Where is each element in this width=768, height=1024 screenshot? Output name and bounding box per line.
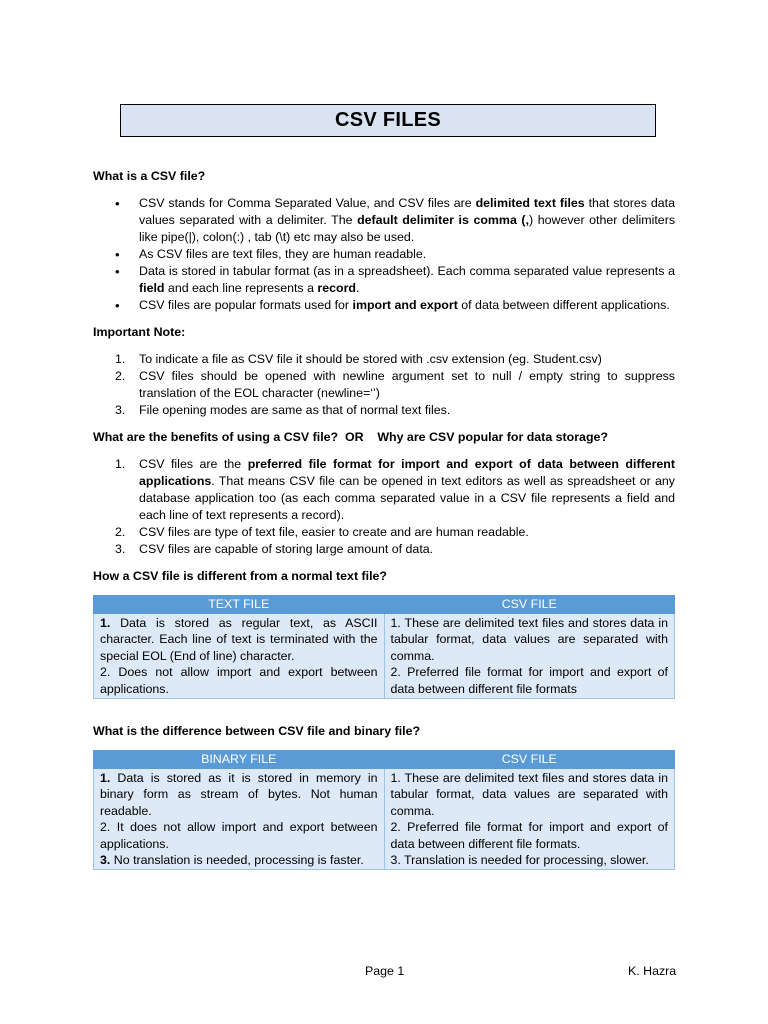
page-number: Page 1 bbox=[365, 964, 405, 978]
section-heading-benefits: What are the benefits of using a CSV file? OR Why are CSV popular for data storage? bbox=[93, 430, 608, 444]
csv-definition-list bbox=[93, 195, 675, 314]
binary-vs-csv-table bbox=[93, 750, 675, 870]
table-cell-csv-file bbox=[384, 769, 675, 870]
cell-line: 1. These are delimited text files and stores data in tabular format, data values are separated with comma. bbox=[390, 616, 668, 663]
list-item: 1. To indicate a file as CSV file it should be stored with .csv extension (eg. Student.csv) bbox=[115, 352, 602, 366]
cell-line: 3. Translation is needed for processing, slower. bbox=[390, 853, 649, 868]
table-row bbox=[94, 614, 675, 699]
document-body bbox=[93, 168, 675, 880]
cell-line: 2. It does not allow import and export between applications. bbox=[100, 820, 378, 851]
text-vs-csv-table bbox=[93, 595, 675, 699]
table-cell-binary-file bbox=[94, 769, 385, 870]
important-note-list bbox=[93, 351, 675, 419]
list-item: • CSV files are popular formats used for import and export of data between different applications. bbox=[93, 297, 675, 314]
list-item: • Data is stored in tabular format (as in a spreadsheet). Each comma separated value represents a field and each line represents a record. bbox=[93, 263, 675, 297]
list-item: 1. CSV files are the preferred file format for import and export of data between different applications. That means CSV file can be opened in text editors as well as spreadsheet or any database application too (as each comma separated value in a CSV file represents a field and each line of text represents a record). bbox=[115, 457, 675, 522]
table-cell-text-file bbox=[94, 614, 385, 699]
table-header-csv-file: CSV FILE bbox=[384, 751, 675, 769]
list-item: 2. CSV files are type of text file, easier to create and are human readable. bbox=[115, 525, 529, 539]
cell-line: 3. No translation is needed, processing is faster. bbox=[100, 853, 364, 868]
cell-line: 2. Preferred file format for import and export of data between different file formats bbox=[390, 665, 668, 696]
section-heading-csv-vs-binary: What is the difference between CSV file and binary file? bbox=[93, 724, 421, 739]
table-header-text-file: TEXT FILE bbox=[94, 596, 385, 614]
table-header-row bbox=[94, 596, 675, 614]
author-name: K. Hazra bbox=[628, 964, 677, 978]
benefits-list bbox=[93, 456, 675, 558]
list-item: 2. CSV files should be opened with newline argument set to null / empty string to suppress translation of the EOL character (newline=‘’) bbox=[115, 369, 675, 400]
list-item: • As CSV files are text files, they are human readable. bbox=[93, 246, 675, 263]
table-header-row bbox=[94, 751, 675, 769]
list-item: • CSV stands for Comma Separated Value, and CSV files are delimited text files that stores data values separated with a delimiter. The default delimiter is comma (,) however other delimiters like pipe(|), colon(:) , tab (\t) etc may also be used. bbox=[93, 195, 675, 246]
cell-line: 1. Data is stored as regular text, as ASCII character. Each line of text is terminated with the special EOL (End of line) character. bbox=[100, 616, 378, 663]
cell-line: 1. Data is stored as it is stored in memory in binary form as stream of bytes. Not human readable. bbox=[100, 771, 378, 818]
list-item: 3. CSV files are capable of storing large amount of data. bbox=[115, 542, 434, 556]
table-header-binary-file: BINARY FILE bbox=[94, 751, 385, 769]
list-item: 3. File opening modes are same as that of normal text files. bbox=[115, 403, 451, 417]
table-row bbox=[94, 769, 675, 870]
cell-line: 2. Does not allow import and export between applications. bbox=[100, 665, 378, 696]
section-heading-csv-vs-text: How a CSV file is different from a normal text file? bbox=[93, 569, 387, 583]
spacer bbox=[93, 709, 675, 723]
table-cell-csv-file bbox=[384, 614, 675, 699]
page-title: CSV FILES bbox=[120, 104, 656, 137]
section-heading-important-note: Important Note: bbox=[93, 325, 186, 339]
table-header-csv-file: CSV FILE bbox=[384, 596, 675, 614]
section-heading-what-is-csv: What is a CSV file? bbox=[93, 169, 206, 183]
cell-line: 1. These are delimited text files and stores data in tabular format, data values are separated with comma. bbox=[390, 771, 668, 818]
cell-line: 2. Preferred file format for import and export of data between different file formats. bbox=[390, 820, 668, 851]
